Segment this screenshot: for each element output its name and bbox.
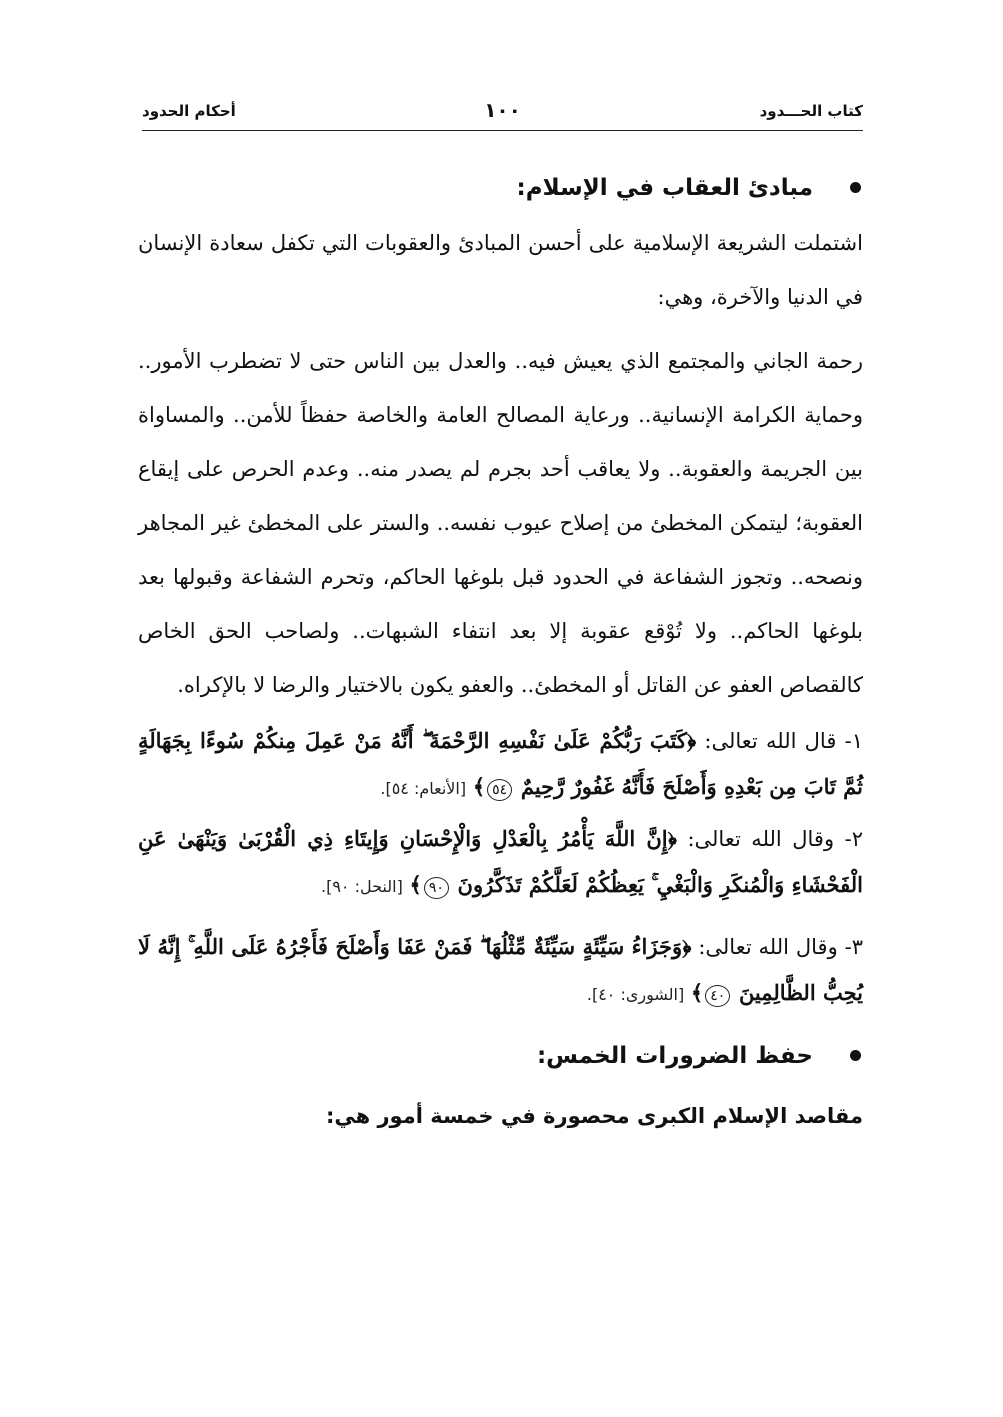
running-header xyxy=(142,96,863,126)
objectives-line: مقاصد الإسلام الكبرى محصورة في خمسة أمور هي: xyxy=(325,1104,863,1128)
heading-text: مبادئ العقاب في الإسلام: xyxy=(516,175,813,201)
verse-reference: [النحل: ٩٠]. xyxy=(320,877,403,896)
header-divider xyxy=(142,130,863,131)
quran-text: كَتَبَ رَبُّكُمْ عَلَىٰ نَفْسِهِ الرَّحْمَةَ ۖ أَنَّهُ مَنْ عَمِلَ مِنكُمْ سُوءًا بِجَهَالَةٍ ثُمَّ تَابَ مِن بَعْدِهِ وَأَصْلَحَ فَأَنَّهُ غَفُورٌ رَّحِيمٌ xyxy=(138,728,863,799)
verse-number: ٢- xyxy=(844,827,863,851)
verse-item xyxy=(138,718,863,812)
verse-intro: وقال الله تعالى: xyxy=(687,827,835,851)
verse-item xyxy=(138,816,863,910)
aya-number-mark: ٩٠ xyxy=(424,877,449,899)
open-bracket: ﴿ xyxy=(686,728,697,753)
aya-number-mark: ٤٠ xyxy=(705,985,730,1007)
verse-item xyxy=(138,924,863,1018)
verse-reference: [الأنعام: ٥٤]. xyxy=(380,779,467,798)
intro-paragraph: اشتملت الشريعة الإسلامية على أحسن المبادئ والعقوبات التي تكفل سعادة الإنسان في الدنيا والآخرة، وهي: xyxy=(138,231,863,309)
quran-text: إِنَّ اللَّهَ يَأْمُرُ بِالْعَدْلِ وَالْإِحْسَانِ وَإِيتَاءِ ذِي الْقُرْبَىٰ وَيَنْهَىٰ عَنِ الْفَحْشَاءِ وَالْمُنكَرِ وَالْبَغْيِ ۚ يَعِظُكُمْ لَعَلَّكُمْ تَذَكَّرُونَ xyxy=(138,826,863,897)
aya-number-mark: ٥٤ xyxy=(487,779,512,801)
open-bracket: ﴿ xyxy=(682,934,692,959)
book-title: كتاب الحـــدود xyxy=(759,102,863,120)
verse-number: ٣- xyxy=(844,935,863,959)
close-bracket: ﴾ xyxy=(409,872,422,897)
verse-intro: وقال الله تعالى: xyxy=(698,935,838,959)
open-bracket: ﴿ xyxy=(667,826,677,851)
bullet-icon xyxy=(850,1050,861,1061)
principles-paragraph: رحمة الجاني والمجتمع الذي يعيش فيه.. والعدل بين الناس حتى لا تضطرب الأمور.. وحماية الكرامة الإنسانية.. ورعاية المصالح العامة والخاصة حفظاً للأمن.. والمساواة بين الجريمة والعقوبة.. ولا يعاقب أحد بجرم لم يصدر منه.. وعدم الحرص على إيقاع العقوبة؛ ليتمكن المخطئ من إصلاح عيوب نفسه.. والستر على المخطئ غير المجاهر ونصحه.. وتجوز الشفاعة في الحدود قبل بلوغها الحاكم، وتحرم الشفاعة وقبولها بعد بلوغها الحاكم.. ولا تُوْقع عقوبة إلا بعد انتفاء الشبهات.. ولصاحب الحق الخاص كالقصاص العفو عن القاتل أو المخطئ.. والعفو يكون بالاختيار والرضا لا بالإكراه. xyxy=(138,349,863,697)
section-heading-punishment-principles xyxy=(138,160,863,216)
quran-text: وَجَزَاءُ سَيِّئَةٍ سَيِّئَةٌ مِّثْلُهَا ۖ فَمَنْ عَفَا وَأَصْلَحَ فَأَجْرُهُ عَلَى اللَّهِ ۚ إِنَّهُ لَا يُحِبُّ الظَّالِمِينَ xyxy=(138,934,863,1005)
verse-intro: قال الله تعالى: xyxy=(704,729,837,753)
verse-reference: [الشورى: ٤٠]. xyxy=(586,985,685,1004)
close-bracket: ﴾ xyxy=(472,774,486,799)
verse-number: ١- xyxy=(844,729,863,753)
chapter-title: أحكام الحدود xyxy=(142,102,236,120)
section-heading-five-necessities xyxy=(138,1028,863,1084)
close-bracket: ﴾ xyxy=(690,980,704,1005)
bullet-icon xyxy=(850,182,861,193)
page-number: ١٠٠ xyxy=(484,98,521,122)
page-content xyxy=(138,160,863,1165)
heading-text: حفظ الضرورات الخمس: xyxy=(536,1043,813,1069)
